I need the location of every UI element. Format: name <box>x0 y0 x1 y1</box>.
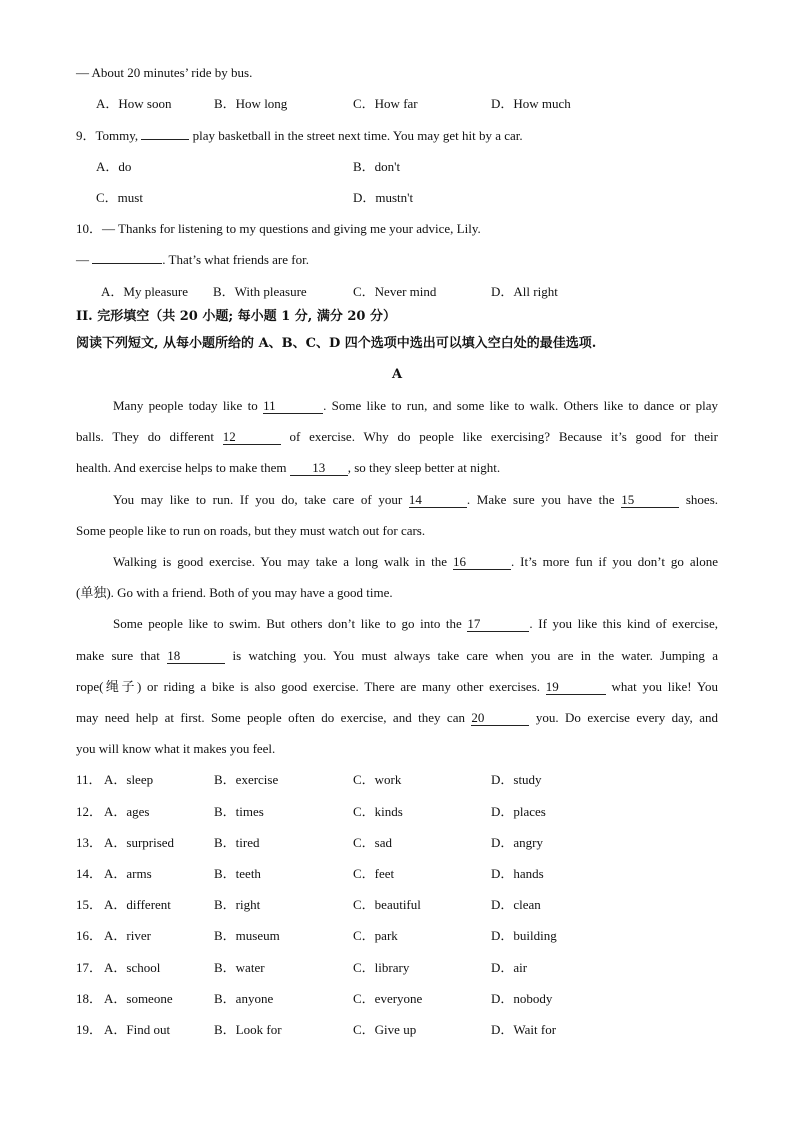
question-row <box>0 771 794 789</box>
q9-option-d[interactable]: D．mustn't <box>353 190 414 205</box>
option-c[interactable]: C．feet <box>353 866 395 881</box>
q10-option-a[interactable]: A．My pleasure <box>101 284 189 299</box>
blank-14[interactable]: 14 <box>409 492 467 508</box>
option-c[interactable]: C．sad <box>353 835 393 850</box>
passage-text: You may like to run. If you do, take care of your <box>113 492 409 507</box>
q9-blank[interactable] <box>141 139 189 140</box>
passage-text: balls. They do different <box>76 429 223 444</box>
q8-option-a[interactable]: A．How soon <box>96 96 172 111</box>
passage-text: of exercise. Why do people like exercising? Because it’s good for their <box>280 429 719 444</box>
passage-text: make sure that <box>76 648 168 663</box>
passage-p4-line3 <box>76 678 718 696</box>
passage-p1-line2 <box>76 428 718 446</box>
option-c[interactable]: C．beautiful <box>353 897 421 912</box>
option-a[interactable]: A．river <box>104 928 151 943</box>
question-row <box>0 834 794 852</box>
question-number: 18． <box>76 991 103 1006</box>
passage-p4-line4 <box>76 709 718 727</box>
q10-dash: — <box>76 252 93 267</box>
q8-option-d[interactable]: D．How much <box>491 96 571 111</box>
blank-15[interactable]: 15 <box>621 492 679 508</box>
passage-text: . Some like to run, and some like to walk. Others like to dance or play <box>323 398 718 413</box>
option-d[interactable]: D．building <box>491 928 557 943</box>
passage-text: . It’s more fun if you don’t go alone <box>510 554 718 569</box>
passage-text: shoes. <box>679 492 719 507</box>
passage-label: A <box>391 367 403 382</box>
passage-p1-line1 <box>113 397 718 415</box>
question-number: 14． <box>76 866 103 881</box>
option-a[interactable]: A．sleep <box>104 772 154 787</box>
option-b[interactable]: B．times <box>214 804 264 819</box>
q9-options-row2 <box>0 189 794 207</box>
option-c[interactable]: C．library <box>353 960 410 975</box>
question-number: 17． <box>76 960 103 975</box>
option-d[interactable]: D．Wait for <box>491 1022 557 1037</box>
q10-line2-suffix: . That’s what friends are for. <box>162 252 309 267</box>
option-d[interactable]: D．clean <box>491 897 541 912</box>
question-row <box>0 927 794 945</box>
q8-answer-line: — About 20 minutes’ ride by bus. <box>76 65 253 80</box>
option-a[interactable]: A．Find out <box>104 1022 171 1037</box>
option-b[interactable]: B．teeth <box>214 866 261 881</box>
blank-16[interactable]: 16 <box>453 554 511 570</box>
passage-p2-line2: Some people like to run on roads, but they must watch out for cars. <box>76 523 426 538</box>
q9-option-c[interactable]: C．must <box>96 190 143 205</box>
question-number: 15． <box>76 897 103 912</box>
blank-19[interactable]: 19 <box>546 679 606 695</box>
passage-text: . Make sure you have the <box>466 492 622 507</box>
blank-12[interactable]: 12 <box>223 429 281 445</box>
question-row <box>0 1021 794 1039</box>
section-instruction: 阅读下列短文, 从每小题所给的 A、B、C、D 四个选项中选出可以填入空白处的最佳选项. <box>76 336 597 351</box>
option-b[interactable]: B．right <box>214 897 261 912</box>
q8-options <box>0 95 794 113</box>
blank-11[interactable]: 11 <box>263 398 323 414</box>
option-a[interactable]: A．ages <box>104 804 150 819</box>
passage-p4-line2 <box>76 647 718 665</box>
option-a[interactable]: A．surprised <box>104 835 175 850</box>
option-d[interactable]: D．nobody <box>491 991 553 1006</box>
passage-p4-line1 <box>113 615 718 633</box>
passage-text: you. Do exercise every day, and <box>529 710 718 725</box>
q9-stem-after: play basketball in the street next time. You may get hit by a car. <box>189 128 523 143</box>
question-row <box>0 803 794 821</box>
q9-options-row1 <box>0 158 794 176</box>
passage-p2-line1 <box>113 491 718 509</box>
passage-text: , so they sleep better at night. <box>347 460 501 475</box>
question-number: 11． <box>76 772 102 787</box>
q9-option-b[interactable]: B．don't <box>353 159 401 174</box>
question-number: 19． <box>76 1022 103 1037</box>
question-row <box>0 959 794 977</box>
option-b[interactable]: B．tired <box>214 835 260 850</box>
option-d[interactable]: D．hands <box>491 866 544 881</box>
q9-stem-before: 9．Tommy, <box>76 128 142 143</box>
passage-text: Many people today like to <box>113 398 264 413</box>
passage-text: Walking is good exercise. You may take a long walk in the <box>113 554 453 569</box>
q9-stem <box>76 127 718 145</box>
option-d[interactable]: D．air <box>491 960 528 975</box>
option-a[interactable]: A．school <box>104 960 161 975</box>
passage-text: Some people like to swim. But others don’t like to go into the <box>113 616 468 631</box>
option-b[interactable]: B．anyone <box>214 991 274 1006</box>
blank-20[interactable]: 20 <box>471 710 529 726</box>
section-heading: II. 完形填空（共 20 小题; 每小题 1 分, 满分 20 分） <box>76 309 396 324</box>
option-b[interactable]: B．exercise <box>214 772 279 787</box>
option-c[interactable]: C．kinds <box>353 804 403 819</box>
q8-option-b[interactable]: B．How long <box>214 96 288 111</box>
passage-p1-line3 <box>76 459 718 477</box>
question-row <box>0 990 794 1008</box>
q10-option-d[interactable]: D．All right <box>491 284 558 299</box>
q10-line1: 10．— Thanks for listening to my questions and giving me your advice, Lily. <box>76 221 481 236</box>
passage-text: is watching you. You must always take care when you are in the water. Jumping a <box>225 648 718 663</box>
option-b[interactable]: B．Look for <box>214 1022 282 1037</box>
passage-text: rope(绳子) or riding a bike is also good exercise. There are many other exercises. <box>76 679 546 694</box>
passage-text: . If you like this kind of exercise, <box>529 616 718 631</box>
option-c[interactable]: C．work <box>353 772 402 787</box>
option-d[interactable]: D．study <box>491 772 542 787</box>
question-number: 13． <box>76 835 103 850</box>
option-b[interactable]: B．water <box>214 960 265 975</box>
q9-option-a[interactable]: A．do <box>96 159 132 174</box>
blank-13[interactable]: 13 <box>290 460 348 476</box>
option-c[interactable]: C．everyone <box>353 991 423 1006</box>
blank-17[interactable]: 17 <box>467 616 529 632</box>
q10-blank[interactable] <box>92 263 162 264</box>
option-a[interactable]: A．arms <box>104 866 152 881</box>
q10-option-c[interactable]: C．Never mind <box>353 284 437 299</box>
option-d[interactable]: D．angry <box>491 835 543 850</box>
question-row <box>0 896 794 914</box>
blank-18[interactable]: 18 <box>167 648 225 664</box>
q10-options <box>0 283 794 301</box>
option-a[interactable]: A．different <box>104 897 171 912</box>
passage-text: what you like! You <box>605 679 718 694</box>
q8-option-c[interactable]: C．How far <box>353 96 418 111</box>
option-a[interactable]: A．someone <box>104 991 173 1006</box>
passage-p4-line5: you will know what it makes you feel. <box>76 741 276 756</box>
option-d[interactable]: D．places <box>491 804 546 819</box>
question-number: 12． <box>76 804 103 819</box>
passage-text: may need help at first. Some people often do exercise, and they can <box>76 710 472 725</box>
option-b[interactable]: B．museum <box>214 928 280 943</box>
passage-p3-line1 <box>113 553 718 571</box>
option-c[interactable]: C．Give up <box>353 1022 417 1037</box>
q10-line2 <box>76 251 718 269</box>
passage-p3-line2: (单独). Go with a friend. Both of you may have a good time. <box>76 585 393 600</box>
option-c[interactable]: C．park <box>353 928 398 943</box>
q10-option-b[interactable]: B．With pleasure <box>213 284 307 299</box>
passage-text: health. And exercise helps to make them <box>76 460 290 475</box>
question-row <box>0 865 794 883</box>
question-number: 16． <box>76 928 103 943</box>
